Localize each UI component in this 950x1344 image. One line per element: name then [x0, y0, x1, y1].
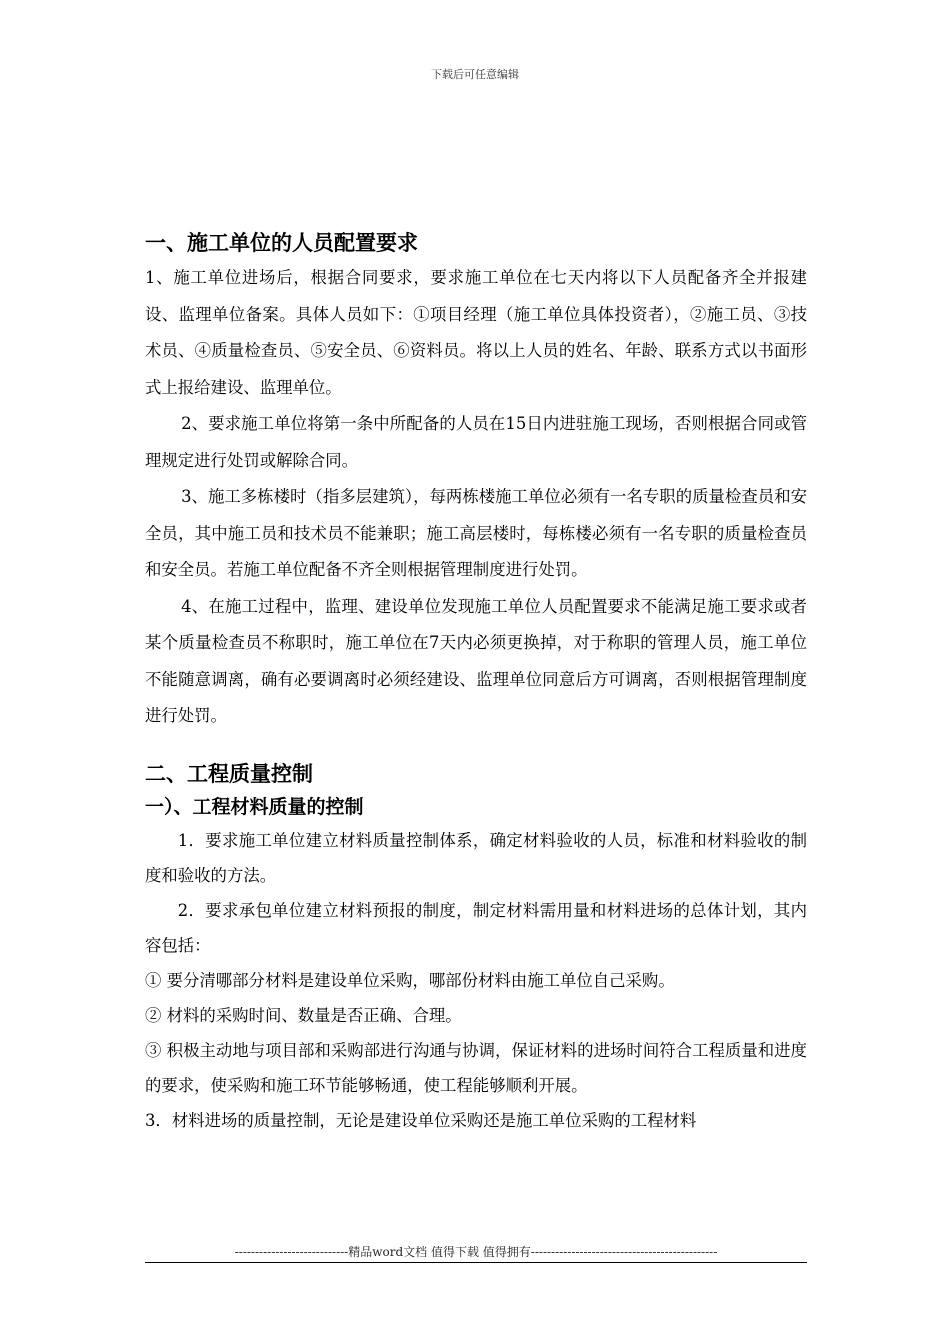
section-2-list-item-3: ③ 积极主动地与项目部和采购部进行沟通与协调，保证材料的进场时间符合工程质量和进度的要求，使采购和施工环节能够畅通，使工程能够顺利开展。 — [145, 1040, 807, 1095]
section-1-paragraph-3: 3、施工多栋楼时（指多层建筑），每两栋楼施工单位必须有一名专职的质量检查员和安全员，其中施工员和技术员不能兼职；施工高层楼时，每栋楼必须有一名专职的质量检查员和安全员。若施工单位配备不齐全则根据管理制度进行处罚。 — [145, 487, 807, 579]
section-2-paragraph-3: 3．材料进场的质量控制，无论是建设单位采购还是施工单位采购的工程材料 — [145, 1110, 697, 1130]
page-header: 下载后可任意编辑 — [431, 68, 519, 81]
section-spacer — [145, 735, 807, 757]
section-2-paragraph-2: 2．要求承包单位建立材料预报的制度，制定材料需用量和材料进场的总体计划，其内容包括： — [145, 900, 807, 955]
footer-divider — [145, 1262, 807, 1263]
section-1-paragraph-4: 4、在施工过程中，监理、建设单位发现施工单位人员配置要求不能满足施工要求或者某个质量检查员不称职时，施工单位在7天内必须更换掉，对于称职的管理人员，施工单位不能随意调离，确有必要调离时必须经建设、监理单位同意后方可调离，否则根据管理制度进行处罚。 — [145, 596, 807, 725]
document-body — [145, 226, 807, 1138]
page-footer: ----------------------------精品word文档 值得下载 值得拥有---------------------------------------------- — [234, 1245, 718, 1259]
section-2-list-item-1: ① 要分清哪部分材料是建设单位采购，哪部份材料由施工单位自己采购。 — [145, 970, 675, 990]
section-2-list-item-2: ② 材料的采购时间、数量是否正确、合理。 — [145, 1005, 462, 1025]
section-2-title: 二、工程质量控制 — [145, 761, 313, 786]
section-1-paragraph-2: 2、要求施工单位将第一条中所配备的人员在15日内进驻施工现场，否则根据合同或管理规定进行处罚或解除合同。 — [145, 414, 807, 470]
section-2-paragraph-1: 1．要求施工单位建立材料质量控制体系，确定材料验收的人员，标准和材料验收的制度和验收的方法。 — [145, 830, 807, 885]
section-1-title: 一、施工单位的人员配置要求 — [145, 231, 418, 255]
section-2-body — [145, 823, 807, 1138]
section-1-paragraph-1: 1、施工单位进场后，根据合同要求，要求施工单位在七天内将以下人员配备齐全并报建设、监理单位备案。具体人员如下：①项目经理（施工单位具体投资者），②施工员、③技术员、④质量检查员、⑤安全员、⑥资料员。将以上人员的姓名、年龄、联系方式以书面形式上报给建设、监理单位。 — [145, 268, 807, 397]
section-2-subtitle: 一）、工程材料质量的控制 — [145, 795, 364, 818]
